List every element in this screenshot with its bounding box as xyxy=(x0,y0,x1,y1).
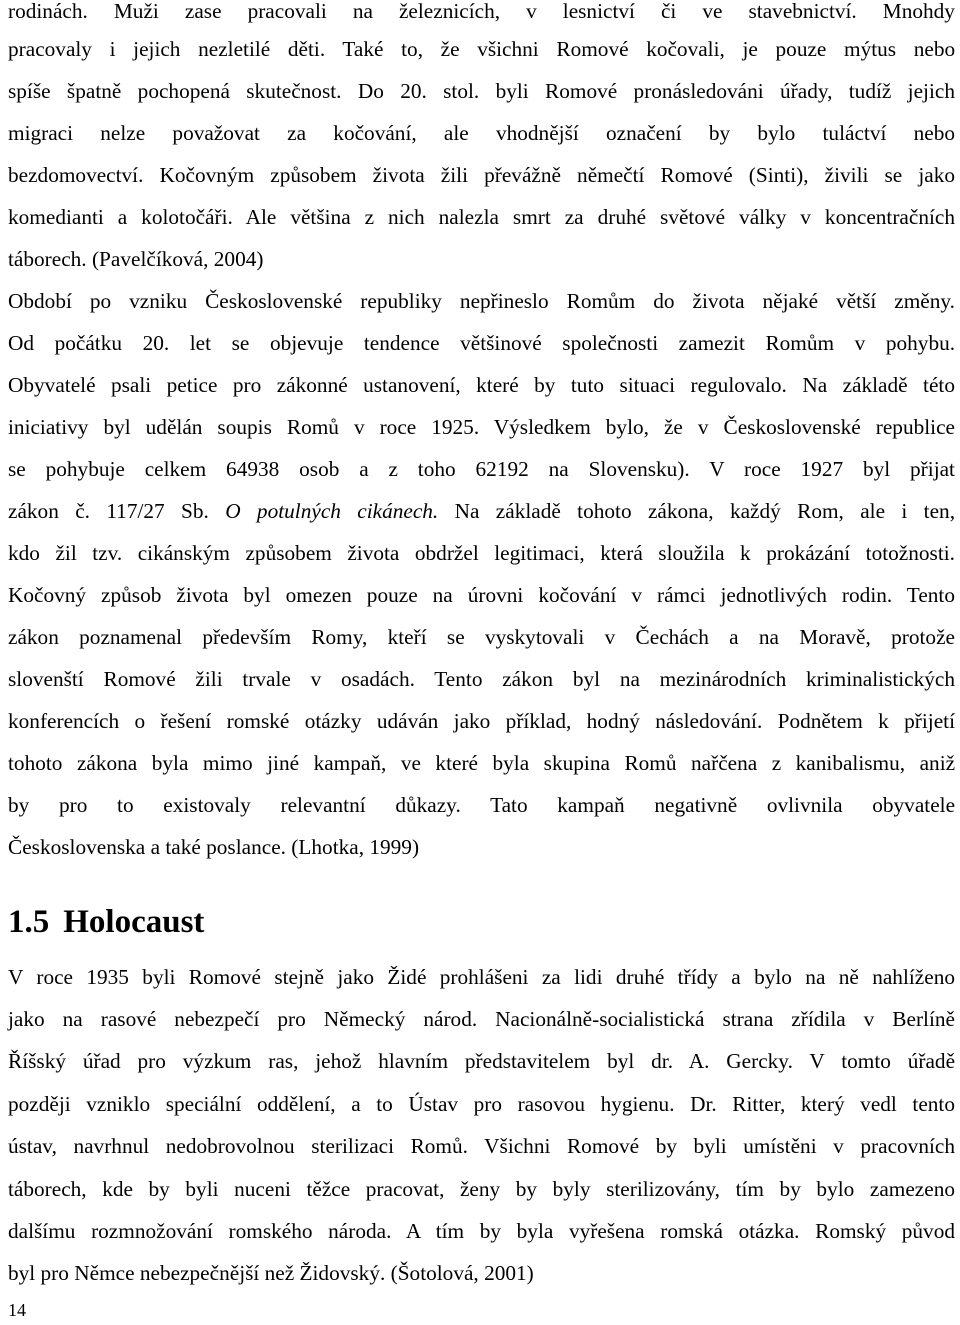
text-segment: slovenští xyxy=(8,667,84,691)
text-segment: skupina xyxy=(543,751,610,775)
text-segment: Československa xyxy=(8,835,146,859)
text-segment: mýtus xyxy=(844,37,897,61)
text-segment: každý xyxy=(729,499,781,523)
text-segment: ovlivnila xyxy=(766,793,843,817)
text-segment: Romů xyxy=(624,751,677,775)
text-segment: Slovensku). xyxy=(588,457,690,481)
text-segment: výzkum xyxy=(182,1049,252,1073)
text-segment: existovaly xyxy=(163,793,251,817)
text-segment: kteří xyxy=(387,625,427,649)
text-segment: Tato xyxy=(490,793,528,817)
text-line xyxy=(8,1131,955,1161)
text-segment: nebo xyxy=(913,121,956,145)
text-segment: 117/27 xyxy=(106,499,165,523)
text-segment: z kanibalismu, xyxy=(771,751,906,775)
text-segment: Tento xyxy=(434,667,483,691)
text-segment: kočovali, xyxy=(646,37,725,61)
text-segment: železnicích, xyxy=(398,0,501,23)
text-segment: by xyxy=(8,793,30,817)
text-segment: Období po vzniku Československé republiky nepřineslo Romům do života nějaké větší změny. xyxy=(8,289,955,313)
section-title: Holocaust xyxy=(63,904,205,940)
text-segment: a také poslance. (Lhotka, 1999) xyxy=(150,835,420,859)
text-segment: byla xyxy=(492,751,530,775)
text-segment: ve xyxy=(400,751,421,775)
text-segment: zákona xyxy=(76,751,138,775)
text-segment: a xyxy=(729,625,739,649)
text-segment: se xyxy=(446,625,465,649)
text-segment: na xyxy=(548,457,569,481)
text-line xyxy=(8,580,955,610)
text-segment: byl xyxy=(607,1049,635,1073)
text-line xyxy=(8,34,955,64)
text-segment: tohoto xyxy=(8,751,63,775)
text-segment: byl xyxy=(572,667,601,691)
text-segment: táborech, kde by byli nuceni těžce pracovat, ženy by byly sterilizovány, tím by bylo zamezeno xyxy=(8,1177,955,1201)
text-segment: táborech. (Pavelčíková, 2004) xyxy=(8,247,264,271)
text-segment: to xyxy=(117,793,134,817)
text-segment: Romové xyxy=(556,37,629,61)
text-segment: se xyxy=(8,457,26,481)
text-segment: na xyxy=(758,625,779,649)
text-line xyxy=(8,706,955,736)
text-segment: spíše špatně pochopená skutečnost. Do 20. stol. byli Romové pronásledováni úřady, tudíž jejich xyxy=(8,79,955,103)
text-segment: komedianti a kolotočáři. Ale většina z nich nalezla smrt za druhé světové války v koncentračních xyxy=(8,205,955,229)
text-segment: či xyxy=(660,0,677,23)
text-segment: protože xyxy=(891,625,955,649)
text-segment: je xyxy=(742,37,758,61)
text-line xyxy=(8,0,955,26)
text-segment: let xyxy=(189,331,212,355)
text-segment: bylo xyxy=(757,121,796,145)
text-segment: to, xyxy=(401,37,424,61)
text-segment: ale xyxy=(860,499,886,523)
text-segment: byl xyxy=(862,457,891,481)
text-segment: Romy, xyxy=(311,625,368,649)
text-segment: vyskytovali xyxy=(484,625,585,649)
text-segment: všichni xyxy=(477,37,539,61)
text-segment: tohoto xyxy=(577,499,632,523)
text-segment: byla xyxy=(151,751,189,775)
text-segment: objevuje xyxy=(269,331,344,355)
text-segment: negativně xyxy=(654,793,738,817)
text-segment: tendence xyxy=(363,331,440,355)
text-line xyxy=(8,118,955,148)
text-segment: Od xyxy=(8,331,35,355)
text-segment: Gercky. xyxy=(726,1049,793,1073)
text-segment: děti. xyxy=(287,37,326,61)
text-segment: základě xyxy=(495,499,561,523)
text-segment: dalšímu rozmnožování romského národa. A tím by byla vyřešena romská otázka. Romský původ xyxy=(8,1219,955,1243)
text-segment: jehož xyxy=(315,1049,362,1073)
text-segment: dr. xyxy=(651,1049,674,1073)
text-segment: mimo xyxy=(202,751,253,775)
text-segment: později vzniklo speciální oddělení, a to Ústav pro rasovou hygienu. Dr. Ritter, který vedl tento xyxy=(8,1092,955,1116)
text-segment: za xyxy=(287,121,307,145)
text-segment: A. xyxy=(688,1049,710,1073)
text-segment: které xyxy=(435,751,478,775)
text-segment: úřad xyxy=(82,1049,121,1073)
text-segment: byl pro Němce nebezpečnější než Židovský. (Šotolová, 2001) xyxy=(8,1261,534,1285)
text-line xyxy=(8,244,955,274)
text-segment: v pohybu. xyxy=(854,331,956,355)
text-segment: hlavním xyxy=(378,1049,449,1073)
text-segment: by xyxy=(708,121,731,145)
text-segment: migraci xyxy=(8,121,74,145)
text-line xyxy=(8,370,955,400)
text-segment: nezletilé xyxy=(198,37,271,61)
text-segment: vhodnější xyxy=(495,121,579,145)
text-segment: zase xyxy=(184,0,222,23)
text-segment: zákon xyxy=(502,667,554,691)
text-segment: pro xyxy=(58,793,88,817)
text-segment: že xyxy=(440,37,460,61)
text-line xyxy=(8,76,955,106)
text-line xyxy=(8,538,955,568)
text-segment: kdo žil tzv. cikánským způsobem života obdržel legitimaci, která sloužila k prokázání totožnosti. xyxy=(8,541,955,565)
text-segment: 1927 xyxy=(800,457,844,481)
text-segment: kriminalistických xyxy=(805,667,956,691)
text-line xyxy=(8,832,955,862)
text-segment: kočování, xyxy=(333,121,417,145)
text-segment: i xyxy=(901,499,908,523)
text-segment: označení xyxy=(606,121,682,145)
text-segment: 64938 xyxy=(226,457,280,481)
text-segment: jiné xyxy=(267,751,300,775)
text-segment: kampaň, xyxy=(313,751,387,775)
text-line xyxy=(8,1216,955,1246)
text-line xyxy=(8,160,955,190)
text-segment: ten, xyxy=(923,499,956,523)
text-segment: důkazy. xyxy=(395,793,461,817)
text-line xyxy=(8,286,955,316)
text-segment: především xyxy=(202,625,292,649)
text-segment: V roce 1935 byli Romové stejně jako Židé prohlášeni za lidi druhé třídy a bylo na ně nahlíženo xyxy=(8,965,955,989)
text-segment: poznamenal xyxy=(79,625,183,649)
text-segment: ve xyxy=(702,0,723,23)
text-segment: pohybuje xyxy=(45,457,125,481)
section-number: 1.5 xyxy=(8,904,50,940)
text-segment: společnosti xyxy=(562,331,659,355)
text-segment: pro xyxy=(137,1049,166,1073)
text-segment: na xyxy=(352,0,373,23)
text-line xyxy=(8,790,955,820)
text-segment: zákon xyxy=(8,499,59,523)
text-line xyxy=(8,412,955,442)
text-segment: většinové xyxy=(460,331,542,355)
text-segment: Rom, xyxy=(797,499,844,523)
text-segment: celkem xyxy=(144,457,207,481)
text-segment: aniž xyxy=(919,751,956,775)
text-segment: jako na rasové nebezpečí pro Německý národ. Nacionálně-socialistická strana zřídila v Berlíně xyxy=(8,1007,955,1031)
text-segment: kampaň xyxy=(557,793,625,817)
text-segment: představitelem xyxy=(464,1049,591,1073)
text-segment: relevantní xyxy=(280,793,366,817)
text-segment: mezinárodních xyxy=(659,667,787,691)
text-segment: obyvatele xyxy=(872,793,956,817)
text-segment: Romům xyxy=(765,331,835,355)
text-segment: v osadách. xyxy=(310,667,415,691)
text-segment: č. xyxy=(75,499,90,523)
text-segment: pouze xyxy=(775,37,827,61)
text-segment: Muži xyxy=(113,0,159,23)
text-segment: Mnohdy xyxy=(882,0,955,23)
text-line xyxy=(8,622,955,652)
text-segment: považovat xyxy=(172,121,260,145)
text-segment: trvale xyxy=(242,667,291,691)
text-segment: Na xyxy=(454,499,480,523)
text-segment: V roce xyxy=(709,457,781,481)
text-segment: úřadě xyxy=(907,1049,956,1073)
text-segment: a xyxy=(359,457,369,481)
text-segment: Romové xyxy=(103,667,176,691)
text-segment: 20. xyxy=(142,331,170,355)
text-segment: tuláctví xyxy=(822,121,887,145)
text-segment: pracovali xyxy=(247,0,327,23)
text-segment: se xyxy=(231,331,250,355)
section-heading xyxy=(8,900,204,944)
text-segment: nelze xyxy=(100,121,146,145)
text-segment: stavebnictví. xyxy=(748,0,857,23)
text-segment: zákon xyxy=(8,625,59,649)
text-segment: Říšský xyxy=(8,1049,66,1073)
text-line xyxy=(8,1046,955,1076)
text-line xyxy=(8,664,955,694)
page-number: 14 xyxy=(8,1300,26,1320)
text-segment: zamezit xyxy=(678,331,745,355)
text-line xyxy=(8,1174,955,1204)
text-segment: rodinách. xyxy=(8,0,88,23)
text-segment: Kočovný způsob života byl omezen pouze na úrovni kočování v rámci jednotlivých rodin. Tento xyxy=(8,583,955,607)
text-line xyxy=(8,748,955,778)
text-segment: zákona, xyxy=(647,499,714,523)
text-segment: žili xyxy=(195,667,223,691)
text-segment: konferencích o řešení romské otázky udáván jako příklad, hodný následování. Podnětem k přijetí xyxy=(8,709,955,733)
text-line xyxy=(8,1004,955,1034)
text-line xyxy=(8,328,955,358)
text-segment: Obyvatelé psali petice pro zákonné ustanovení, které by tuto situaci regulovalo. Na základě této xyxy=(8,373,955,397)
text-segment: Moravě, xyxy=(799,625,871,649)
text-line xyxy=(8,454,955,484)
text-segment: ústav, navrhnul nedobrovolnou sterilizaci Romů. Všichni Romové by byli umístěni v pracovních xyxy=(8,1134,955,1158)
text-segment: v Čechách xyxy=(604,625,709,649)
text-line xyxy=(8,496,955,526)
text-segment: 62192 xyxy=(475,457,529,481)
text-line xyxy=(8,1089,955,1119)
text-segment: i jejich xyxy=(109,37,181,61)
text-segment: O potulných cikánech. xyxy=(225,499,439,523)
text-segment: nařčena xyxy=(691,751,758,775)
text-segment: osob xyxy=(299,457,340,481)
text-segment: Také xyxy=(342,37,384,61)
text-segment: ras, xyxy=(268,1049,299,1073)
text-segment: V tomto xyxy=(809,1049,891,1073)
text-segment: na xyxy=(619,667,640,691)
text-segment: pracovaly xyxy=(8,37,92,61)
text-line xyxy=(8,962,955,992)
text-segment: bezdomovectví. Kočovným způsobem života žili převážně němečtí Romové (Sinti), živili se jako xyxy=(8,163,955,187)
text-line xyxy=(8,1258,955,1288)
text-segment: Sb. xyxy=(181,499,209,523)
text-segment: z toho xyxy=(388,457,456,481)
text-line xyxy=(8,202,955,232)
text-segment: nebo xyxy=(913,37,956,61)
text-segment: počátku xyxy=(54,331,123,355)
text-segment: přijat xyxy=(910,457,955,481)
text-segment: iniciativy byl udělán soupis Romů v roce 1925. Výsledkem bylo, že v Československé republice xyxy=(8,415,955,439)
text-segment: ale xyxy=(443,121,469,145)
text-segment: v lesnictví xyxy=(526,0,635,23)
